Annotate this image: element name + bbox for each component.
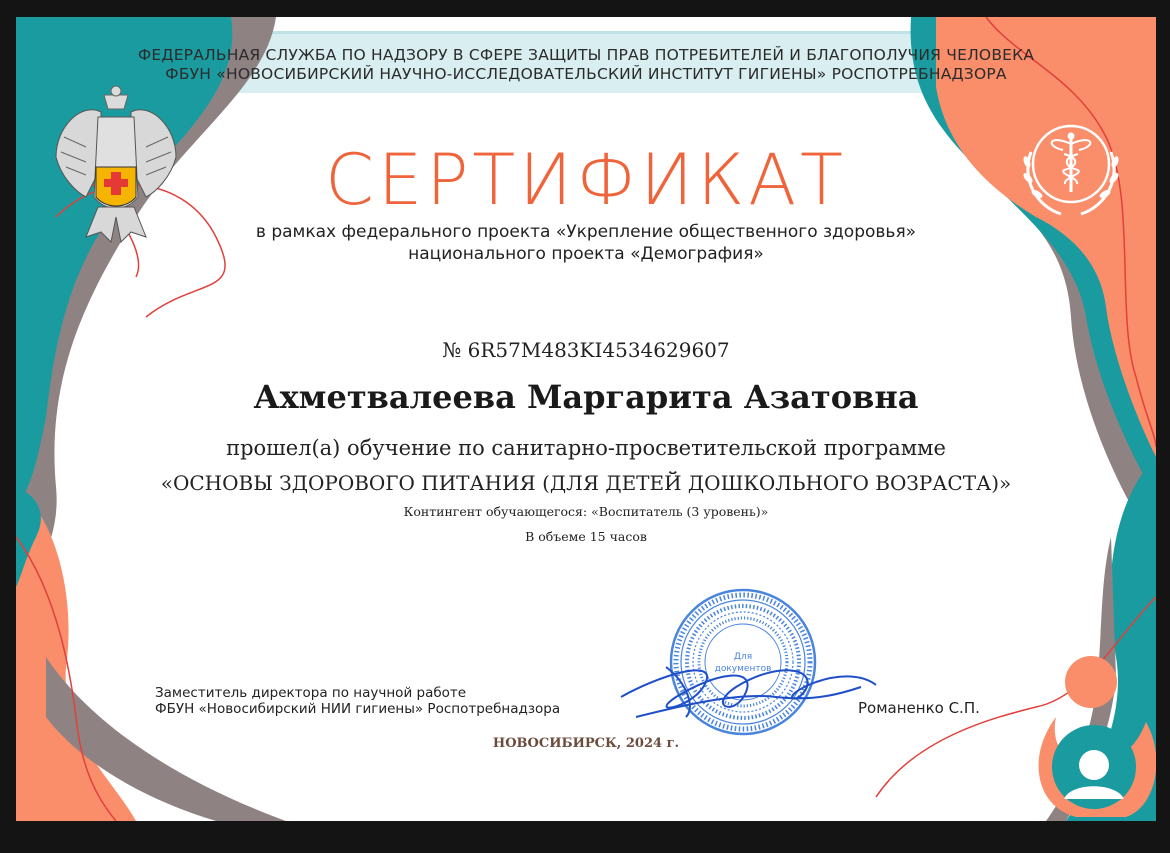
completion-text: прошел(а) обучение по санитарно-просветительской программе	[226, 436, 946, 460]
subtitle-line-1: в рамках федерального проекта «Укрепление общественного здоровья»	[255, 222, 917, 242]
city-year: НОВОСИБИРСК, 2024 г.	[492, 736, 680, 751]
recipient-name: Ахметвалеева Маргарита Азатовна	[253, 378, 919, 416]
certificate-number: № 6R57M483KI4534629607	[442, 338, 730, 362]
handwritten-signature	[621, 667, 876, 717]
stamp-text-line1: Для	[733, 652, 753, 662]
volume-text: В объеме 15 часов	[525, 529, 647, 544]
signatory-position-line-1: Заместитель директора по научной работе	[155, 685, 467, 701]
header-line-2: ФБУН «НОВОСИБИРСКИЙ НАУЧНО-ИССЛЕДОВАТЕЛЬСКИЙ ИНСТИТУТ ГИГИЕНЫ» РОСПОТРЕБНАДЗОРА	[165, 65, 1007, 83]
certificate	[16, 17, 1156, 821]
stamp-text-line2: документов	[714, 664, 772, 674]
contingent-text: Контингент обучающегося: «Воспитатель (3 уровень)»	[403, 504, 769, 519]
signatory-name: Романенко С.П.	[858, 699, 980, 717]
certificate-title: СЕРТИФИКАТ	[325, 139, 847, 221]
official-stamp	[671, 590, 815, 734]
subtitle-line-2: национального проекта «Демография»	[408, 244, 764, 264]
program-name: «ОСНОВЫ ЗДОРОВОГО ПИТАНИЯ (ДЛЯ ДЕТЕЙ ДОШКОЛЬНОГО ВОЗРАСТА)»	[160, 471, 1012, 495]
header-line-1: ФЕДЕРАЛЬНАЯ СЛУЖБА ПО НАДЗОРУ В СФЕРЕ ЗАЩИТЫ ПРАВ ПОТРЕБИТЕЛЕЙ И БЛАГОПОЛУЧИЯ ЧЕЛОВЕКА	[137, 46, 1035, 64]
signatory-position-line-2: ФБУН «Новосибирский НИИ гигиены» Роспотребнадзора	[155, 701, 561, 717]
